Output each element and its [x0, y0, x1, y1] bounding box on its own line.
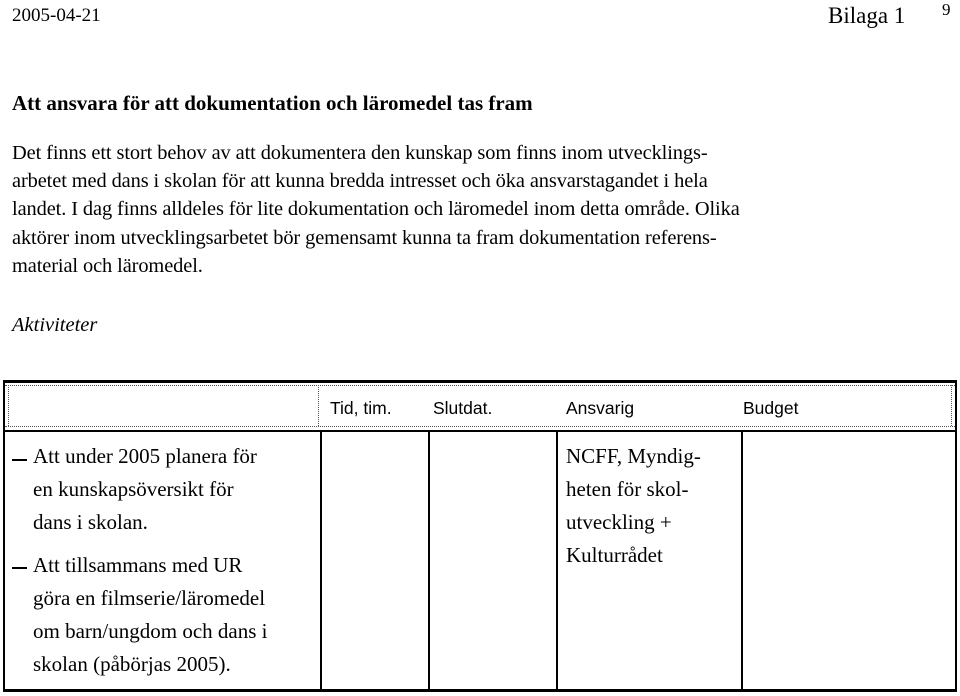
paragraph-line: arbetet med dans i skolan för att kunna bredda intresset och öka ansvarstagandet i hela [12, 170, 708, 192]
dotted-rule [951, 385, 952, 426]
activities-table [0, 380, 960, 696]
activity-line: om barn/ungdom och dans i [33, 619, 268, 643]
column-divider [556, 430, 558, 692]
table-bottom-border [3, 689, 957, 692]
paragraph-line: material och läromedel. [12, 255, 203, 277]
activity-line: Att tillsammans med UR [33, 553, 243, 577]
appendix-label: Bilaga 1 [828, 3, 906, 28]
document-date: 2005-04-21 [12, 5, 101, 26]
dotted-rule [5, 426, 955, 427]
dotted-rule [8, 385, 9, 426]
activity-line: göra en filmserie/läromedel [33, 586, 266, 610]
responsible-line: utveckling + [566, 510, 672, 534]
responsible-line: heten för skol- [566, 477, 689, 501]
activity-line: Att under 2005 planera för [33, 444, 257, 468]
column-header-end-date: Slutdat. [433, 398, 493, 418]
responsible-line: Kulturrådet [566, 543, 663, 567]
column-header-time: Tid, tim. [330, 398, 392, 418]
section-title: Att ansvara för att dokumentation och läromedel tas fram [12, 91, 533, 115]
column-header-budget: Budget [743, 398, 799, 418]
responsible-line: NCFF, Myndig- [566, 444, 701, 468]
page-number: 9 [942, 0, 951, 19]
paragraph-line: aktörer inom utvecklingsarbetet bör gemensamt kunna ta fram dokumentation referens- [12, 227, 717, 249]
list-dash [12, 567, 27, 569]
activities-heading: Aktiviteter [12, 314, 98, 336]
dotted-rule [5, 385, 955, 386]
column-header-responsible: Ansvarig [566, 398, 635, 418]
paragraph-line: landet. I dag finns alldeles för lite dokumentation och läromedel inom detta område. Olika [12, 198, 740, 220]
activity-line: en kunskapsöversikt för [33, 477, 234, 501]
paragraph-line: Det finns ett stort behov av att dokumentera den kunskap som finns inom utvecklings- [12, 142, 708, 164]
column-divider [741, 430, 743, 692]
header-separator [3, 430, 957, 432]
column-divider [428, 430, 430, 692]
column-divider [320, 430, 322, 692]
table-right-border [955, 380, 957, 692]
activity-line: dans i skolan. [33, 510, 148, 534]
table-top-border [3, 380, 957, 383]
dotted-rule [318, 385, 319, 426]
activity-line: skolan (påbörjas 2005). [33, 652, 231, 676]
list-dash [12, 459, 27, 461]
